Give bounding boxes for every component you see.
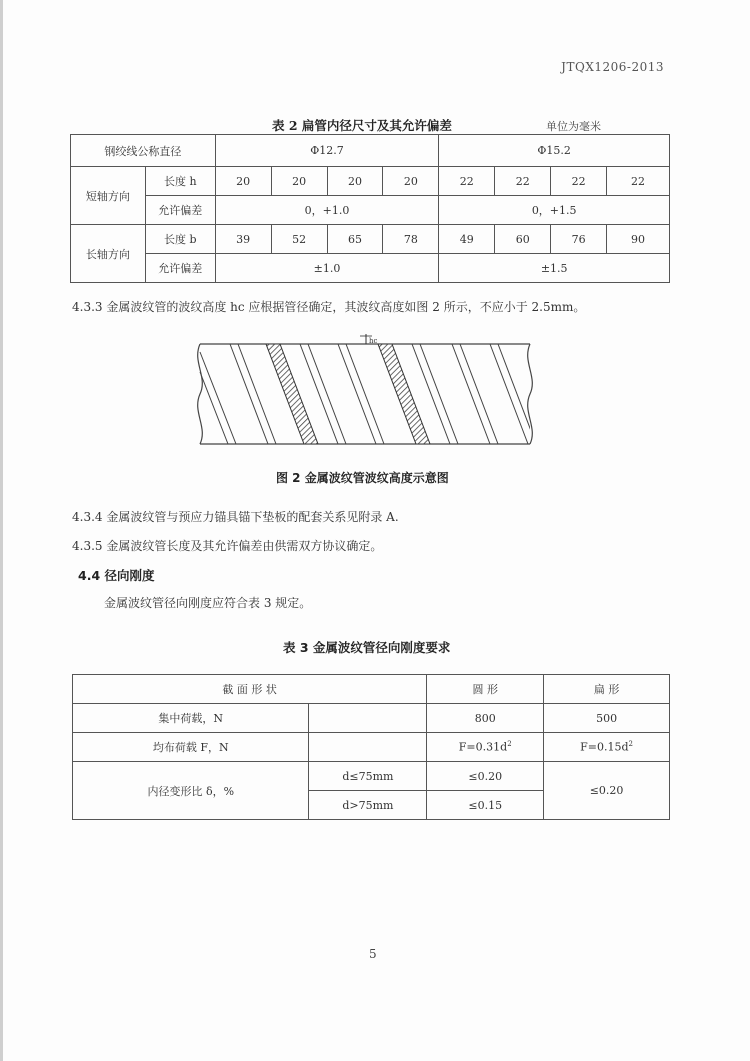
section-shape-label: 截 面 形 状	[73, 675, 427, 704]
table-cell: 39	[215, 225, 271, 254]
formula-flat: F=0.15d	[580, 740, 629, 754]
table-cell	[309, 733, 427, 762]
strand-diameter-label: 钢绞线公称直径	[71, 135, 216, 167]
table-cell: 49	[439, 225, 495, 254]
page-edge	[0, 0, 3, 1061]
table-cell: 90	[607, 225, 670, 254]
clause-4-3-3: 4.3.3 金属波纹管的波纹高度 hc 应根据管径确定，其波纹高度如图 2 所示，不应小于 2.5mm。	[72, 300, 586, 314]
helix-ridge	[452, 344, 498, 444]
table-cell: ≤0.20	[544, 762, 670, 820]
table2	[70, 134, 670, 283]
table-cell: 20	[271, 167, 327, 196]
helix-ridge	[490, 344, 536, 444]
superscript: 2	[507, 740, 512, 749]
concentrated-load-label: 集中荷载，N	[73, 704, 309, 733]
table-row	[73, 704, 670, 733]
table-cell: 20	[383, 167, 439, 196]
section-4-4-text: 金属波纹管径向刚度应符合表 3 规定。	[104, 596, 312, 610]
hc-label: hc	[369, 337, 378, 345]
clause-4-3-5: 4.3.5 金属波纹管长度及其允许偏差由供需双方协议确定。	[72, 539, 383, 553]
page-number: 5	[369, 947, 377, 961]
table-cell: 0，+1.5	[439, 196, 670, 225]
table-row	[71, 254, 670, 283]
table-cell: ≤0.15	[427, 791, 544, 820]
long-axis-label: 长轴方向	[71, 225, 146, 283]
table-cell: ±1.0	[215, 254, 439, 283]
table-cell: 20	[327, 167, 383, 196]
round-label: 圆 形	[427, 675, 544, 704]
helix-ridge	[338, 344, 384, 444]
table-cell: ±1.5	[439, 254, 670, 283]
clause-4-3-4: 4.3.4 金属波纹管与预应力锚具锚下垫板的配套关系见附录 A.	[72, 510, 399, 524]
tolerance-label: 允许偏差	[145, 254, 215, 283]
section-4-4-heading: 4.4 径向刚度	[78, 568, 155, 583]
helix-ridge	[230, 344, 276, 444]
table-cell: 20	[215, 167, 271, 196]
table-cell: 500	[544, 704, 670, 733]
table-row	[71, 225, 670, 254]
hatched-band	[378, 344, 430, 444]
table3	[72, 674, 670, 820]
table-cell: 65	[327, 225, 383, 254]
table-cell: 22	[495, 167, 551, 196]
figure2-caption: 图 2 金属波纹管波纹高度示意图	[276, 471, 449, 485]
table-cell: 22	[607, 167, 670, 196]
table-cell: 22	[439, 167, 495, 196]
tolerance-label: 允许偏差	[145, 196, 215, 225]
superscript: 2	[628, 740, 633, 749]
table-cell: 800	[427, 704, 544, 733]
length-h-label: 长度 h	[145, 167, 215, 196]
condition-small: d≤75mm	[309, 762, 427, 791]
condition-large: d>75mm	[309, 791, 427, 820]
table3-header-row	[73, 675, 670, 704]
table-cell: 76	[551, 225, 607, 254]
deformation-ratio-label: 内径变形比 δ，%	[73, 762, 309, 820]
table-cell: 78	[383, 225, 439, 254]
corrugated-pipe-figure	[190, 332, 540, 452]
pipe-left-break	[198, 344, 203, 444]
table3-caption: 表 3 金属波纹管径向刚度要求	[283, 640, 451, 655]
table-cell: 60	[495, 225, 551, 254]
distributed-load-label: 均布荷载 F，N	[73, 733, 309, 762]
table-cell	[544, 733, 670, 762]
table-cell	[309, 704, 427, 733]
table2-unit: 单位为毫米	[546, 120, 601, 133]
table-row	[73, 733, 670, 762]
diameter-12-7: Φ12.7	[215, 135, 439, 167]
table-cell: 52	[271, 225, 327, 254]
short-axis-label: 短轴方向	[71, 167, 146, 225]
length-b-label: 长度 b	[145, 225, 215, 254]
flat-label: 扁 形	[544, 675, 670, 704]
hatched-band	[266, 344, 318, 444]
table-row	[73, 762, 670, 791]
table2-caption: 表 2 扁管内径尺寸及其允许偏差	[272, 118, 452, 133]
table-cell: ≤0.20	[427, 762, 544, 791]
formula-round: F=0.31d	[458, 740, 508, 754]
table-cell	[427, 733, 544, 762]
helix-ridge	[200, 352, 236, 444]
document-code: JTQX1206-2013	[561, 60, 664, 74]
table-row	[71, 167, 670, 196]
table-cell: 0，+1.0	[215, 196, 439, 225]
diameter-15-2: Φ15.2	[439, 135, 670, 167]
table-cell: 22	[551, 167, 607, 196]
table-row	[71, 196, 670, 225]
table2-header-row	[71, 135, 670, 167]
